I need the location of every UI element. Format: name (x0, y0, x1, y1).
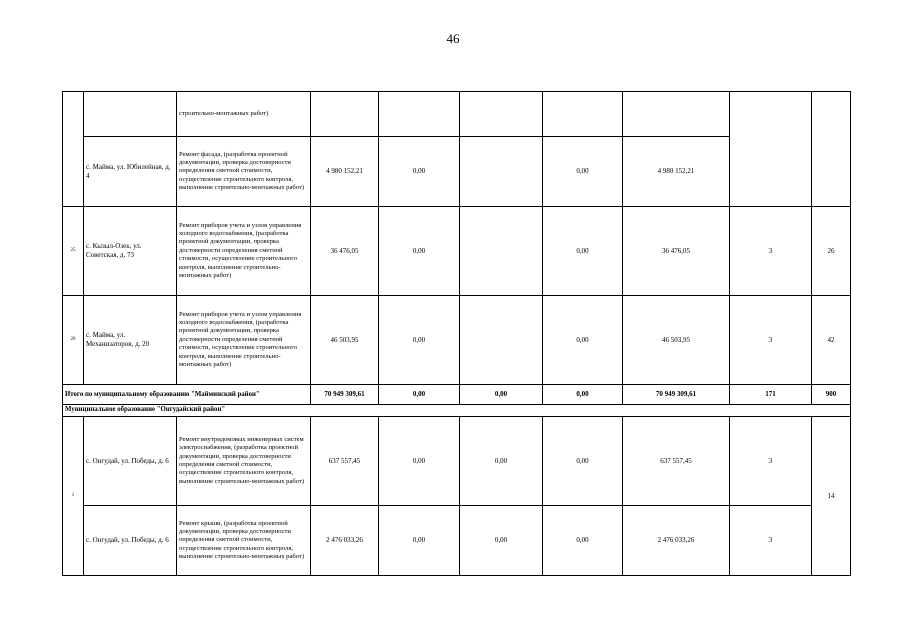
amount-cell: 0,00 (460, 417, 543, 506)
total-cost-cell: 36 476,05 (311, 207, 379, 296)
total-cost-cell: 637 557,45 (311, 417, 379, 506)
amount-cell: 70 949 309,61 (623, 385, 730, 405)
address-cell: с. Майма, ул. Юбилейная, д. 4 (84, 137, 177, 207)
amount-cell (460, 137, 543, 207)
page-number: 46 (446, 31, 460, 46)
section-title: Муниципальное образование "Онгудайский район" (63, 405, 851, 417)
count-cell: 3 (730, 296, 812, 385)
amount-cell: 4 980 152,21 (623, 137, 730, 207)
total-row (63, 385, 851, 405)
address-cell (84, 92, 177, 137)
count-cell (730, 92, 812, 207)
row-number-cell: 1 (63, 417, 84, 576)
amount-cell: 0,00 (543, 506, 623, 576)
amount-cell: 0,00 (379, 417, 460, 506)
amount-cell: 0,00 (379, 385, 460, 405)
count-cell: 3 (730, 506, 812, 576)
amount-cell: 0,00 (543, 137, 623, 207)
count-cell: 900 (812, 385, 851, 405)
count-cell: 14 (812, 417, 851, 576)
table-row (63, 92, 851, 137)
amount-cell: 0,00 (460, 385, 543, 405)
amount-cell: 637 557,45 (623, 417, 730, 506)
amount-cell (623, 92, 730, 137)
count-cell: 42 (812, 296, 851, 385)
work-type-cell: Ремонт приборов учета и узлов управления холодного водоснабжения, (разработка проектной документации, проверка достоверности определения сметной стоимости, осуществление строительного контроля, выполнение строительно-монтажных работ) (177, 296, 311, 385)
address-cell: с. Онгудай, ул. Победы, д. 6 (84, 417, 177, 506)
address-cell: с. Кызыл-Озек, ул. Советская, д. 73 (84, 207, 177, 296)
amount-cell (460, 92, 543, 137)
amount-cell (311, 92, 379, 137)
table-row (63, 417, 851, 506)
amount-cell: 0,00 (543, 296, 623, 385)
amount-cell (460, 296, 543, 385)
table-row (63, 296, 851, 385)
amount-cell: 0,00 (543, 417, 623, 506)
amount-cell: 0,00 (379, 207, 460, 296)
work-type-cell: Ремонт крыши, (разработка проектной документации, проверка достоверности определения сметной стоимости, осуществление строительного контроля, выполнение строительно-монтажных работ) (177, 506, 311, 576)
count-cell: 171 (730, 385, 812, 405)
table-row (63, 207, 851, 296)
amount-cell: 0,00 (379, 506, 460, 576)
work-type-cell: строительно-монтажных работ) (177, 92, 311, 137)
count-cell: 3 (730, 417, 812, 506)
amount-cell: 36 476,05 (623, 207, 730, 296)
capital-repair-table (62, 91, 851, 576)
count-cell: 3 (730, 207, 812, 296)
total-cost-cell: 4 980 152,21 (311, 137, 379, 207)
section-row (63, 405, 851, 417)
amount-cell: 46 503,95 (623, 296, 730, 385)
total-label: Итого по муниципальному образованию "Майминский район" (63, 385, 311, 405)
amount-cell: 0,00 (379, 296, 460, 385)
amount-cell (379, 92, 460, 137)
table-row (63, 506, 851, 576)
work-type-cell: Ремонт внутридомовых инженерных систем электроснабжения, (разработка проектной документации, проверка достоверности определения сметной стоимости, осуществление строительного контроля, выполнение строительно-монтажных работ) (177, 417, 311, 506)
amount-cell: 0,00 (543, 207, 623, 296)
row-number-cell: 25 (63, 207, 84, 296)
work-type-cell: Ремонт фасада, (разработка проектной документации, проверка достоверности определения сметной стоимости, осуществление строительного контроля, выполнение строительно-монтажных работ) (177, 137, 311, 207)
amount-cell: 0,00 (379, 137, 460, 207)
address-cell: с. Майма, ул. Механизаторов, д. 20 (84, 296, 177, 385)
row-number-cell (63, 92, 84, 207)
amount-cell: 0,00 (543, 385, 623, 405)
count-cell (812, 92, 851, 207)
total-cost-cell: 70 949 309,61 (311, 385, 379, 405)
work-type-cell: Ремонт приборов учета и узлов управления холодного водоснабжения, (разработка проектной документации, проверка достоверности определения сметной стоимости, осуществление строительного контроля, выполнение строительно-монтажных работ) (177, 207, 311, 296)
total-cost-cell: 2 476 033,26 (311, 506, 379, 576)
count-cell: 26 (812, 207, 851, 296)
amount-cell: 2 476 033,26 (623, 506, 730, 576)
amount-cell: 0,00 (460, 506, 543, 576)
amount-cell (460, 207, 543, 296)
row-number-cell: 26 (63, 296, 84, 385)
amount-cell (543, 92, 623, 137)
address-cell: с. Онгудай, ул. Победы, д. 6 (84, 506, 177, 576)
total-cost-cell: 46 503,95 (311, 296, 379, 385)
